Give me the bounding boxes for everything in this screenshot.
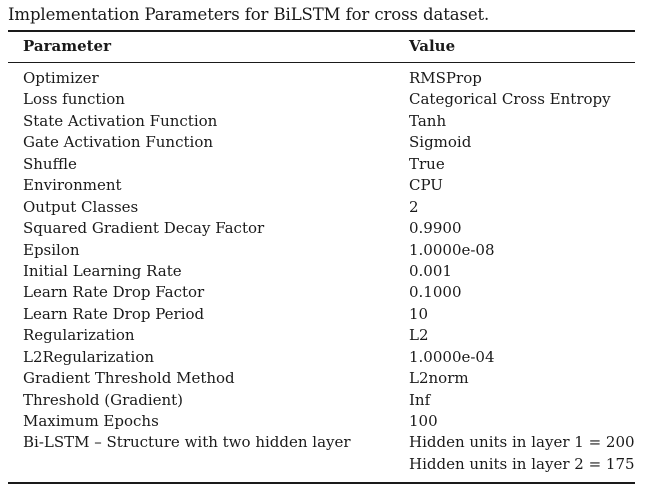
cell-value: 2	[409, 197, 419, 216]
table-row	[0, 132, 661, 153]
table-header-rule	[8, 62, 635, 63]
cell-parameter: Shuffle	[23, 154, 77, 173]
table-row	[0, 89, 661, 110]
cell-value: 10	[409, 304, 429, 323]
cell-parameter: Gate Activation Function	[23, 133, 214, 152]
cell-parameter: Initial Learning Rate	[23, 261, 182, 280]
cell-value-line-1: Hidden units in layer 1 = 200	[409, 433, 635, 452]
table-row	[0, 282, 661, 303]
table-row	[0, 368, 661, 389]
cell-parameter: Regularization	[23, 326, 135, 345]
header-value: Value	[409, 37, 456, 55]
cell-value: 1.0000e-08	[409, 240, 495, 259]
cell-value: L2	[409, 326, 429, 345]
table-row	[0, 175, 661, 196]
cell-parameter: Loss function	[23, 90, 125, 109]
table-row	[0, 390, 661, 411]
table-row	[0, 197, 661, 218]
cell-parameter: Learn Rate Drop Period	[23, 304, 205, 323]
cell-value-line-2: Hidden units in layer 2 = 175	[409, 454, 635, 473]
table-top-rule	[8, 30, 635, 32]
cell-value: RMSProp	[409, 69, 482, 87]
table-row	[0, 261, 661, 282]
table-row	[0, 304, 661, 325]
cell-parameter: State Activation Function	[23, 111, 218, 130]
cell-value: 0.001	[409, 261, 452, 280]
cell-parameter: Bi-LSTM – Structure with two hidden layer	[23, 433, 351, 452]
cell-parameter: Gradient Threshold Method	[23, 369, 235, 388]
cell-parameter: Output Classes	[23, 197, 139, 216]
table-row	[0, 325, 661, 346]
cell-value: Tanh	[409, 111, 447, 130]
cell-value	[409, 432, 635, 475]
table-bottom-rule	[8, 482, 635, 484]
cell-value: Categorical Cross Entropy	[409, 90, 611, 109]
cell-value: Inf	[409, 390, 431, 409]
cell-parameter: Learn Rate Drop Factor	[23, 283, 205, 302]
table-row	[0, 154, 661, 175]
cell-parameter: Threshold (Gradient)	[23, 390, 184, 409]
table-row	[0, 411, 661, 432]
table-row	[0, 347, 661, 368]
cell-parameter: Epsilon	[23, 240, 80, 259]
table-caption: Implementation Parameters for BiLSTM for cross dataset.	[8, 5, 490, 24]
table-header-row	[0, 37, 661, 57]
cell-parameter: Environment	[23, 176, 122, 195]
header-parameter: Parameter	[23, 37, 112, 55]
table-row	[0, 68, 661, 89]
cell-parameter: Squared Gradient Decay Factor	[23, 219, 265, 238]
cell-parameter: Maximum Epochs	[23, 412, 159, 430]
cell-value: CPU	[409, 176, 443, 195]
table-body	[0, 68, 661, 475]
cell-value: 0.1000	[409, 283, 462, 302]
table-row	[0, 432, 661, 475]
table-row	[0, 240, 661, 261]
table-row	[0, 218, 661, 239]
cell-value: True	[409, 154, 445, 173]
cell-value: 1.0000e-04	[409, 347, 495, 366]
table-row	[0, 111, 661, 132]
cell-value: 100	[409, 412, 438, 430]
cell-value: 0.9900	[409, 219, 462, 238]
cell-value: L2norm	[409, 369, 469, 388]
cell-value: Sigmoid	[409, 133, 472, 152]
cell-parameter: L2Regularization	[23, 347, 155, 366]
cell-parameter: Optimizer	[23, 69, 99, 87]
